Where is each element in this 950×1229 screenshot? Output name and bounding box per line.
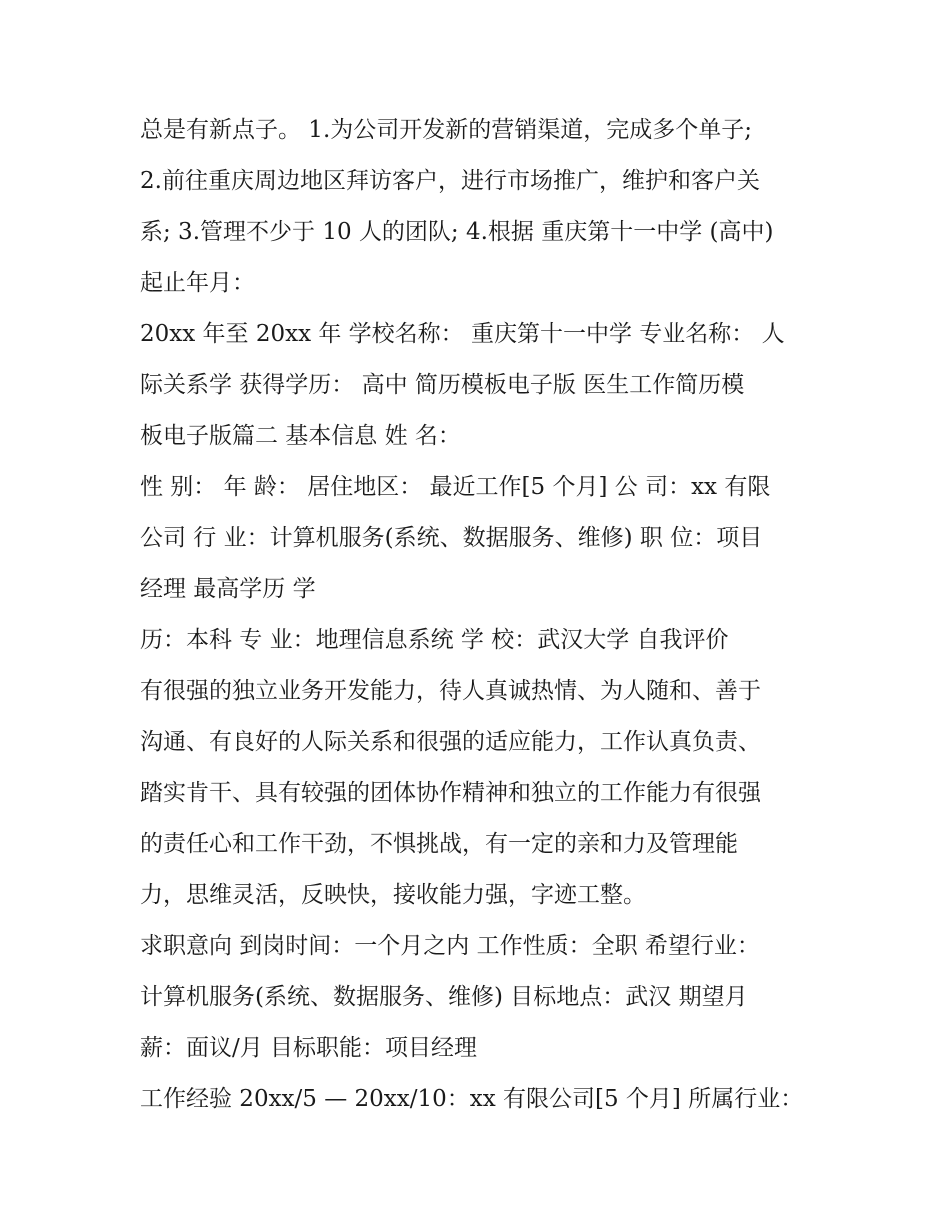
text-line: 际关系学 获得学历： 高中 简历模板电子版 医生工作简历模 xyxy=(140,372,745,398)
text-line: 总是有新点子。 1.为公司开发新的营销渠道，完成多个单子; xyxy=(140,117,753,143)
text-line: 踏实肯干、具有较强的团体协作精神和独立的工作能力有很强 xyxy=(140,780,761,806)
text-line: 沟通、有良好的人际关系和很强的适应能力，工作认真负责、 xyxy=(140,729,761,755)
text-line: 力，思维灵活，反映快，接收能力强，字迹工整。 xyxy=(140,882,646,908)
text-line: 历：本科 专 业：地理信息系统 学 校：武汉大学 自我评价 xyxy=(140,627,729,653)
text-line: 起止年月： xyxy=(140,270,255,296)
text-line: 20xx 年至 20xx 年 学校名称： 重庆第十一中学 专业名称： 人 xyxy=(140,321,785,347)
text-line: 系; 3.管理不少于 10 人的团队; 4.根据 重庆第十一中学 (高中) xyxy=(140,219,774,245)
text-line: 板电子版篇二 基本信息 姓 名： xyxy=(140,423,461,449)
text-line: 有很强的独立业务开发能力，待人真诚热情、为人随和、善于 xyxy=(140,678,761,704)
text-line: 公司 行 业：计算机服务(系统、数据服务、维修) 职 位：项目 xyxy=(140,525,763,551)
text-line: 经理 最高学历 学 xyxy=(140,576,316,602)
body-text xyxy=(140,105,830,1125)
text-line: 薪：面议/月 目标职能：项目经理 xyxy=(140,1035,478,1061)
text-line: 的责任心和工作干劲，不惧挑战，有一定的亲和力及管理能 xyxy=(140,831,738,857)
text-line: 2.前往重庆周边地区拜访客户，进行市场推广，维护和客户关 xyxy=(140,168,760,194)
text-line: 计算机服务(系统、数据服务、维修) 目标地点：武汉 期望月 xyxy=(140,984,748,1010)
text-line: 求职意向 到岗时间：一个月之内 工作性质：全职 希望行业： xyxy=(140,933,760,959)
text-line: 性 别： 年 龄： 居住地区： 最近工作[5 个月] 公 司：xx 有限 xyxy=(140,474,771,500)
text-line: 工作经验 20xx/5 — 20xx/10：xx 有限公司[5 个月] 所属行业： xyxy=(140,1086,804,1112)
